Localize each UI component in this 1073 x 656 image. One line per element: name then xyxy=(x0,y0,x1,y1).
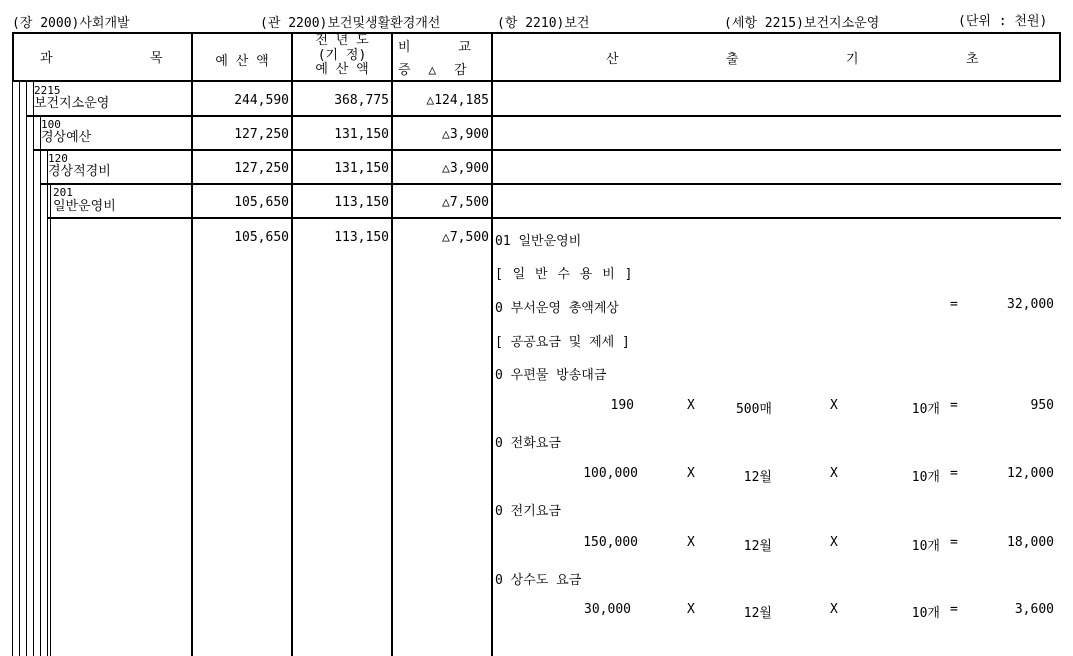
detail-line: 0 우편물 방송대금 xyxy=(495,368,607,383)
calc-x: X xyxy=(687,535,695,550)
row-name: 일반운영비 xyxy=(53,199,116,214)
detail-line: 0 전화요금 xyxy=(495,436,561,451)
header-basis-1: 산 xyxy=(606,52,619,67)
row-code: 2215 xyxy=(34,84,61,97)
detail-prev: 113,150 xyxy=(334,230,389,245)
header-prev-2: (기 정) xyxy=(317,48,367,63)
row-name: 경상적경비 xyxy=(48,164,111,179)
detail-diff: △7,500 xyxy=(442,230,489,245)
row-diff: △124,185 xyxy=(426,93,489,108)
chapter-label: (장 2000)사회개발 xyxy=(12,16,130,31)
calc-b: 500매 xyxy=(735,402,772,417)
detail-equals: = xyxy=(950,466,958,481)
detail-line: 0 부서운영 총액계상 xyxy=(495,301,619,316)
calc-c: 10개 xyxy=(911,539,940,554)
row-budget: 127,250 xyxy=(234,127,289,142)
unit-label: (단위 : 천원) xyxy=(958,14,1048,29)
calc-x: X xyxy=(830,602,838,617)
row-budget: 127,250 xyxy=(234,161,289,176)
detail-equals: = xyxy=(950,297,958,312)
detail-total: 3,600 xyxy=(1014,602,1054,617)
detail-line: 0 상수도 요금 xyxy=(495,573,582,588)
calc-a: 30,000 xyxy=(584,602,631,617)
header-basis-2: 출 xyxy=(726,52,739,67)
header-basis-4: 초 xyxy=(966,52,979,67)
calc-x: X xyxy=(687,466,695,481)
row-budget: 244,590 xyxy=(234,93,289,108)
detail-equals: = xyxy=(950,535,958,550)
calc-c: 10개 xyxy=(911,606,940,621)
detail-equals: = xyxy=(950,398,958,413)
header-subject-1: 과 xyxy=(40,51,53,66)
calc-b: 12월 xyxy=(743,606,772,621)
row-code: 120 xyxy=(48,152,68,165)
calc-b: 12월 xyxy=(743,470,772,485)
calc-x: X xyxy=(687,398,695,413)
calc-x: X xyxy=(830,398,838,413)
row-prev: 368,775 xyxy=(334,93,389,108)
row-diff: △3,900 xyxy=(442,127,489,142)
calc-x: X xyxy=(830,466,838,481)
header-compare-1: 비 교 xyxy=(398,40,471,55)
calc-b: 12월 xyxy=(743,539,772,554)
row-code: 201 xyxy=(53,186,73,199)
header-prev-1: 전 년 도 xyxy=(315,33,369,48)
row-prev: 131,150 xyxy=(334,127,389,142)
row-prev: 113,150 xyxy=(334,195,389,210)
section-label: (관 2200)보건및생활환경개선 xyxy=(260,16,441,31)
detail-total: 12,000 xyxy=(1007,466,1054,481)
row-diff: △3,900 xyxy=(442,161,489,176)
row-name: 보건지소운영 xyxy=(34,96,110,111)
header-budget: 예 산 액 xyxy=(215,54,269,69)
detail-line: 01 일반운영비 xyxy=(495,234,582,249)
row-name: 경상예산 xyxy=(41,130,92,145)
row-budget: 105,650 xyxy=(234,195,289,210)
header-compare-2: 증 △ 감 xyxy=(398,63,467,78)
detail-total: 18,000 xyxy=(1007,535,1054,550)
detail-equals: = xyxy=(950,602,958,617)
header-prev-3: 예 산 액 xyxy=(315,62,369,77)
detail-total: 32,000 xyxy=(1007,297,1054,312)
row-diff: △7,500 xyxy=(442,195,489,210)
calc-c: 10개 xyxy=(911,402,940,417)
item-label: (항 2210)보건 xyxy=(497,16,590,31)
calc-x: X xyxy=(830,535,838,550)
row-code: 100 xyxy=(41,118,61,131)
detail-line: 0 전기요금 xyxy=(495,504,561,519)
calc-a: 190 xyxy=(610,398,634,413)
header-basis-3: 기 xyxy=(846,52,859,67)
detail-total: 950 xyxy=(1030,398,1054,413)
detail-line: [ 일 반 수 용 비 ] xyxy=(495,267,633,282)
calc-x: X xyxy=(687,602,695,617)
calc-c: 10개 xyxy=(911,470,940,485)
calc-a: 150,000 xyxy=(583,535,638,550)
subitem-label: (세항 2215)보건지소운영 xyxy=(724,16,880,31)
detail-line: [ 공공요금 및 제세 ] xyxy=(495,335,630,350)
calc-a: 100,000 xyxy=(583,466,638,481)
header-subject-2: 목 xyxy=(150,51,163,66)
detail-budget: 105,650 xyxy=(234,230,289,245)
row-prev: 131,150 xyxy=(334,161,389,176)
